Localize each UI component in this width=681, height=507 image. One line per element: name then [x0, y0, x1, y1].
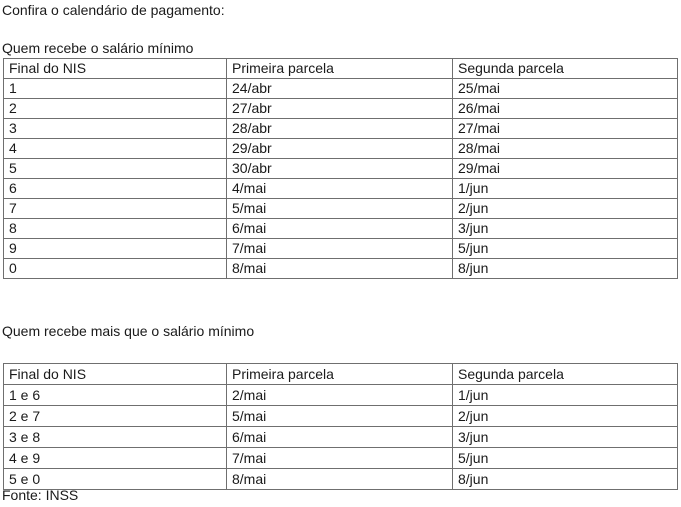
- cell-second-installment: 28/mai: [453, 139, 678, 159]
- table-body: [4, 79, 678, 279]
- cell-nis-ending: 4 e 9: [4, 448, 227, 469]
- cell-nis-ending: 7: [4, 199, 227, 219]
- table-row: [4, 79, 678, 99]
- cell-second-installment: 8/jun: [453, 259, 678, 279]
- cell-nis-ending: 6: [4, 179, 227, 199]
- table-row: [4, 259, 678, 279]
- table-row: [4, 179, 678, 199]
- cell-nis-ending: 9: [4, 239, 227, 259]
- cell-first-installment: 7/mai: [227, 239, 453, 259]
- cell-nis-ending: 2 e 7: [4, 406, 227, 427]
- cell-second-installment: 5/jun: [453, 239, 678, 259]
- table-row: [4, 139, 678, 159]
- table-row: [4, 448, 678, 469]
- payment-table-minimum-wage: [3, 58, 678, 279]
- cell-first-installment: 6/mai: [227, 219, 453, 239]
- cell-first-installment: 24/abr: [227, 79, 453, 99]
- cell-second-installment: 1/jun: [453, 385, 678, 406]
- column-header-nis: Final do NIS: [4, 59, 227, 79]
- intro-text: Confira o calendário de pagamento:: [2, 2, 225, 18]
- table-row: [4, 385, 678, 406]
- table-row: [4, 469, 678, 490]
- column-header-second-installment: Segunda parcela: [453, 364, 678, 385]
- column-header-nis: Final do NIS: [4, 364, 227, 385]
- table-row: [4, 219, 678, 239]
- source-note: Fonte: INSS: [2, 487, 79, 503]
- table-row: [4, 239, 678, 259]
- cell-first-installment: 8/mai: [227, 469, 453, 490]
- cell-second-installment: 3/jun: [453, 427, 678, 448]
- cell-first-installment: 7/mai: [227, 448, 453, 469]
- cell-first-installment: 30/abr: [227, 159, 453, 179]
- cell-nis-ending: 5: [4, 159, 227, 179]
- column-header-first-installment: Primeira parcela: [227, 364, 453, 385]
- table-row: [4, 119, 678, 139]
- table-row: [4, 406, 678, 427]
- cell-second-installment: 8/jun: [453, 469, 678, 490]
- cell-first-installment: 27/abr: [227, 99, 453, 119]
- cell-second-installment: 29/mai: [453, 159, 678, 179]
- cell-first-installment: 28/abr: [227, 119, 453, 139]
- section-title-above-minimum-wage: Quem recebe mais que o salário mínimo: [2, 323, 255, 339]
- cell-second-installment: 26/mai: [453, 99, 678, 119]
- table-row: [4, 199, 678, 219]
- cell-nis-ending: 3 e 8: [4, 427, 227, 448]
- cell-second-installment: 3/jun: [453, 219, 678, 239]
- payment-table-above-minimum-wage: [3, 363, 678, 490]
- table-header-row: [4, 364, 678, 385]
- cell-second-installment: 2/jun: [453, 199, 678, 219]
- cell-first-installment: 6/mai: [227, 427, 453, 448]
- cell-nis-ending: 2: [4, 99, 227, 119]
- cell-second-installment: 2/jun: [453, 406, 678, 427]
- cell-first-installment: 4/mai: [227, 179, 453, 199]
- cell-nis-ending: 5 e 0: [4, 469, 227, 490]
- table-row: [4, 159, 678, 179]
- table-row: [4, 99, 678, 119]
- cell-first-installment: 5/mai: [227, 199, 453, 219]
- table-header-row: [4, 59, 678, 79]
- cell-nis-ending: 1 e 6: [4, 385, 227, 406]
- cell-first-installment: 29/abr: [227, 139, 453, 159]
- cell-first-installment: 8/mai: [227, 259, 453, 279]
- cell-nis-ending: 4: [4, 139, 227, 159]
- cell-second-installment: 25/mai: [453, 79, 678, 99]
- column-header-second-installment: Segunda parcela: [453, 59, 678, 79]
- cell-second-installment: 5/jun: [453, 448, 678, 469]
- column-header-first-installment: Primeira parcela: [227, 59, 453, 79]
- cell-nis-ending: 1: [4, 79, 227, 99]
- cell-nis-ending: 3: [4, 119, 227, 139]
- table-body: [4, 385, 678, 490]
- cell-second-installment: 1/jun: [453, 179, 678, 199]
- cell-first-installment: 5/mai: [227, 406, 453, 427]
- cell-nis-ending: 8: [4, 219, 227, 239]
- section-title-minimum-wage: Quem recebe o salário mínimo: [2, 40, 194, 56]
- table-row: [4, 427, 678, 448]
- cell-first-installment: 2/mai: [227, 385, 453, 406]
- cell-nis-ending: 0: [4, 259, 227, 279]
- cell-second-installment: 27/mai: [453, 119, 678, 139]
